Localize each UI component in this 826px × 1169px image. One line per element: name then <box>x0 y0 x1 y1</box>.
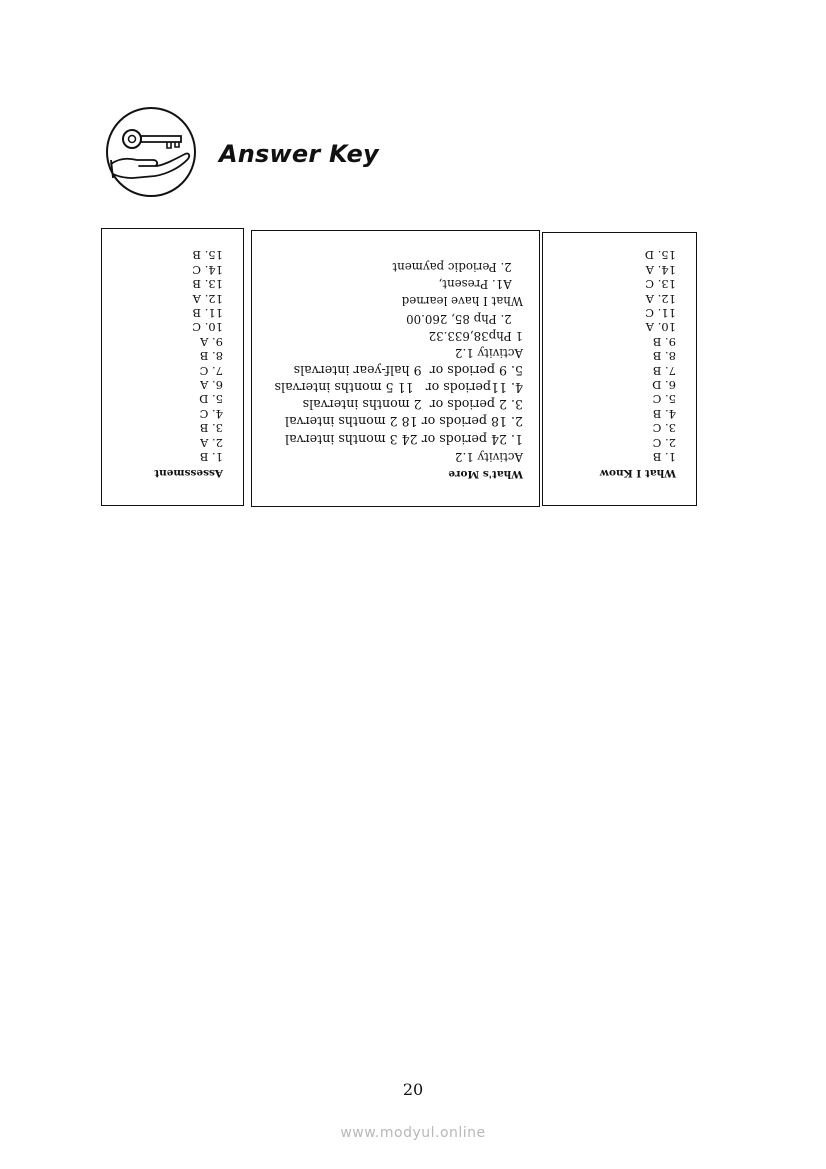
answer-item: 14. C <box>192 262 223 277</box>
answer-item: 6. A <box>200 377 223 392</box>
answer-item: 8. B <box>199 349 223 364</box>
answer-item: 7. B <box>652 363 676 378</box>
answer-item: 3. B <box>199 421 223 436</box>
answer-item: 11. B <box>192 305 223 320</box>
answer-item: 9. B <box>652 334 676 349</box>
whats-more-line: What I have learned <box>401 294 523 309</box>
answer-item: 13. B <box>192 277 223 292</box>
answer-item: 10. C <box>192 320 223 335</box>
whats-more-line: Activity 1.2 <box>455 450 523 464</box>
what-i-know-title: What I Know <box>599 467 676 479</box>
answer-item: 2. A <box>200 435 223 450</box>
whats-more-title: What's More <box>448 468 523 480</box>
answer-item: 7. C <box>199 363 223 378</box>
answer-item: 4. B <box>652 406 676 421</box>
what-i-know-box <box>542 232 697 506</box>
whats-more-line: 2. Php 85, 260.00 <box>406 311 523 326</box>
answer-item: 11. C <box>645 305 676 320</box>
whats-more-line: A1. Present, <box>438 277 523 292</box>
answer-item: 8. B <box>652 349 676 364</box>
hand-holding-key-icon <box>105 106 197 198</box>
answer-item: 5. C <box>652 392 676 407</box>
answer-item: 6. D <box>652 377 676 392</box>
answer-item: 3. C <box>652 421 676 436</box>
whats-more-line: Activity 1.2 <box>455 346 523 361</box>
whats-more-line: 1 Php38,633.32 <box>428 328 523 343</box>
whats-more-line: 2. 18 periods or 18 2 months interval <box>285 414 523 430</box>
answer-item: 15. B <box>192 248 223 263</box>
assessment-title: Assessment <box>154 467 223 479</box>
page-title: Answer Key <box>219 140 379 168</box>
answer-item: 1. B <box>199 450 223 464</box>
whats-more-line: 1. 24 periods or 24 3 months interval <box>285 431 523 447</box>
answer-item: 10. A <box>645 320 676 335</box>
answer-item: 5. D <box>199 392 223 407</box>
answer-item: 9. A <box>200 334 223 349</box>
whats-more-line: 3. 2 periods or 2 months intervals <box>302 397 523 413</box>
whats-more-box <box>251 230 540 507</box>
assessment-answers-box <box>101 228 244 506</box>
answer-item: 15. D <box>644 248 676 263</box>
whats-more-line: 2. Periodic payment <box>392 259 523 274</box>
answer-item: 13. C <box>645 277 676 292</box>
answer-item: 12. A <box>645 291 676 306</box>
whats-more-line: 4. 11periods or 11 5 months intervals <box>274 379 523 395</box>
answer-item: 1. B <box>652 450 676 464</box>
answer-item: 12. A <box>192 291 223 306</box>
answer-item: 14. A <box>645 262 676 277</box>
answer-item: 4. C <box>199 406 223 421</box>
answer-item: 2. C <box>652 435 676 450</box>
page-number: 20 <box>402 1080 424 1099</box>
watermark: www.modyul.online <box>340 1125 486 1141</box>
whats-more-line: 5. 9 periods or 9 half-year intervals <box>293 362 523 378</box>
